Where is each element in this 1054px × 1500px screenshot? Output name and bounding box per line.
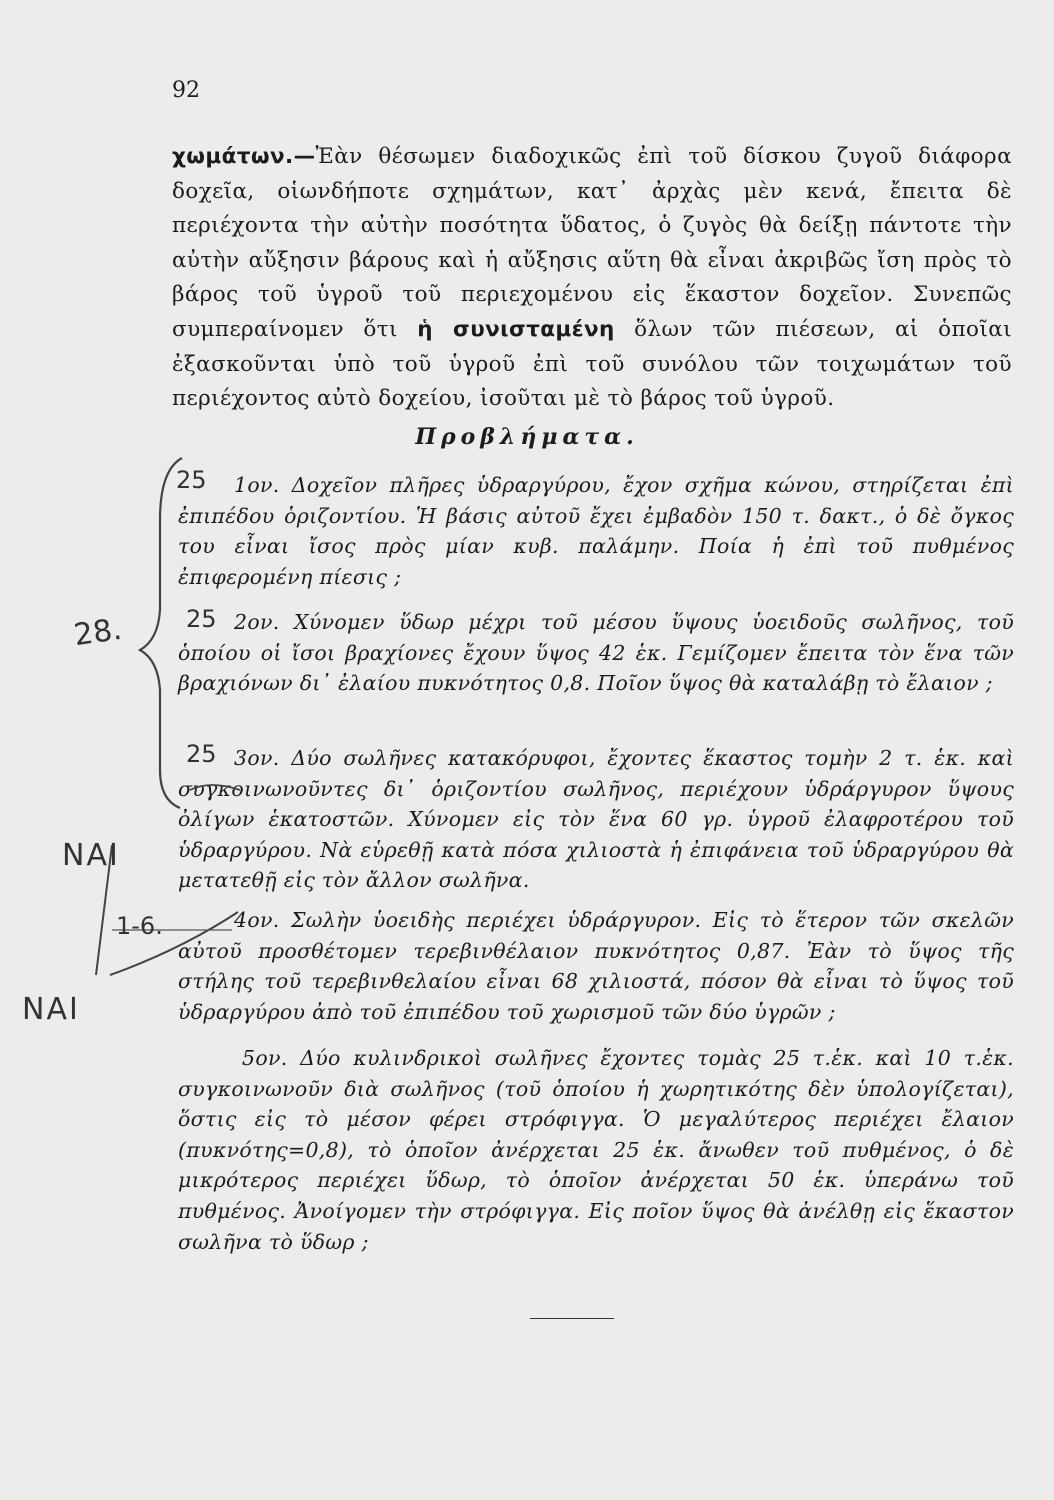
hand-mark-1: 25	[176, 466, 207, 494]
hand-range: 1-6.	[116, 912, 163, 940]
hand-mark-3: 25	[186, 740, 217, 768]
margin-dash	[190, 785, 240, 790]
problem-1-text: Δοχεῖον πλῆρες ὑδραργύρου, ἔχον σχῆμα κώνου, στηρίζεται ἐπὶ ἐπιπέδου ὁριζοντίου. Ἡ βάσις αὐτοῦ ἔχει ἐμβαδὸν 150 τ. δακτ., ὁ δὲ ὄγκος του εἶναι ἴσος πρὸς μίαν κυβ. παλάμην. Ποία ἡ ἐπὶ τοῦ πυθμένος ἐπιφερομένη πίεσις ;	[178, 473, 1014, 589]
hand-mark-2: 25	[186, 605, 217, 633]
problem-1-number: 1ον.	[234, 473, 280, 497]
intro-text-1: Ἐὰν θέσωμεν διαδοχικῶς ἐπὶ τοῦ δίσκου ζυγοῦ διάφορα δοχεῖα, οἱωνδήποτε σχημάτων, κατ᾽ ἀρχὰς μὲν κενά, ἔπειτα δὲ περιέχοντα τὴν αὐτὴν ποσότητα ὕδατος, ὁ ζυγὸς θὰ δείξῃ πάντοτε τὴν αὐτὴν αὔξησιν βάρους καὶ ἡ αὔξησις αὕτη θὰ εἶναι ἀκριβῶς ἴση πρὸς τὸ βάρος τοῦ ὑγροῦ τοῦ περιεχομένου εἰς ἕκαστον δοχεῖον. Συνεπῶς συμπεραίνομεν ὅτι	[172, 144, 1012, 342]
problem-3-text: Δύο σωλῆνες κατακόρυφοι, ἔχοντες ἕκαστος τομὴν 2 τ. ἑκ. καὶ συγκοινωνοῦντες δι᾽ ὁριζοντίου σωλῆνος, περιέχουν ὑδράργυρον ὕψους ὀλίγων ἑκατοστῶν. Χύνομεν εἰς τὸν ἕνα 60 γρ. ὑγροῦ ἐλαφροτέρου τοῦ ὑδραργύρου. Νὰ εὑρεθῇ κατὰ πόσα χιλιοστὰ ἡ ἐπιφάνεια τοῦ ὑδραργύρου θὰ μετατεθῇ εἰς τὸν ἄλλον σωλῆνα.	[178, 746, 1014, 893]
problem-4-text: Σωλὴν ὑοειδὴς περιέχει ὑδράργυρον. Εἰς τὸ ἕτερον τῶν σκελῶν αὐτοῦ προσθέτομεν τερεβινθέλαιον πυκνότητος 0,87. Ἐὰν τὸ ὕψος τῆς στήλης τοῦ τερεβινθελαίου εἶναι 68 χιλιοστά, πόσον θὰ εἶναι τὸ ὕψος τοῦ ὑδραργύρου ἀπὸ τοῦ ἐπιπέδου τοῦ χωρισμοῦ τῶν δύο ὑγρῶν ;	[178, 908, 1014, 1024]
problem-5-number: 5ον.	[242, 1046, 288, 1070]
problem-3-number: 3ον.	[234, 746, 280, 770]
hand-nai-2: ΝΑΙ	[22, 992, 80, 1027]
problem-2-number: 2ον.	[234, 610, 280, 634]
margin-bracket	[140, 458, 182, 808]
intro-lead: χωμάτων.—	[172, 144, 316, 169]
problems-heading: Προβλήματα.	[415, 424, 639, 450]
problem-4-number: 4ον.	[234, 908, 280, 932]
problem-5-text: Δύο κυλινδρικοὶ σωλῆνες ἔχοντες τομὰς 25 τ.ἑκ. καὶ 10 τ.ἑκ. συγκοινωνοῦν διὰ σωλῆνος (τοῦ ὁποίου ἡ χωρητικότης δὲν ὑπολογίζεται), ὅστις εἰς τὸ μέσον φέρει στρόφιγγα. Ὁ μεγαλύτερος περιέχει ἔλαιον (πυκνότης=0,8), τὸ ὁποῖον ἀνέρχεται 25 ἑκ. ἄνωθεν τοῦ πυθμένος, ὁ δὲ μικρότερος περιέχει ὕδωρ, τὸ ὁποῖον ἀνέρχεται 50 ἑκ. ὑπεράνω τοῦ πυθμένος. Ἀνοίγομεν τὴν στρόφιγγα. Εἰς ποῖον ὕψος θὰ ἀνέλθῃ εἰς ἕκαστον σωλῆνα τὸ ὕδωρ ;	[178, 1046, 1014, 1254]
intro-text-2: ὅλων τῶν πιέσεων, αἱ ὁποῖαι ἐξασκοῦνται ὑπὸ τοῦ ὑγροῦ ἐπὶ τοῦ συνόλου τῶν τοιχωμάτων τοῦ περιέχοντος αὐτὸ δοχείου, ἰσοῦται μὲ τὸ βάρος τοῦ ὑγροῦ.	[172, 316, 1012, 412]
intro-emphasis: ἡ συνισταμένη	[417, 316, 615, 342]
hand-total: 28.	[71, 611, 124, 654]
problem-2-text: Χύνομεν ὕδωρ μέχρι τοῦ μέσου ὕψους ὑοειδοῦς σωλῆνος, τοῦ ὁποίου οἱ ἴσοι βραχίονες ἔχουν ὕψος 42 ἑκ. Γεμίζομεν ἔπειτα τὸν ἕνα τῶν βραχιόνων δι᾽ ἐλαίου πυκνότητος 0,8. Ποῖον ὕψος θὰ καταλάβῃ τὸ ἔλαιον ;	[178, 610, 1014, 696]
page-number: 92	[172, 78, 200, 103]
hand-nai-1: ΝΑΙ	[62, 838, 120, 873]
